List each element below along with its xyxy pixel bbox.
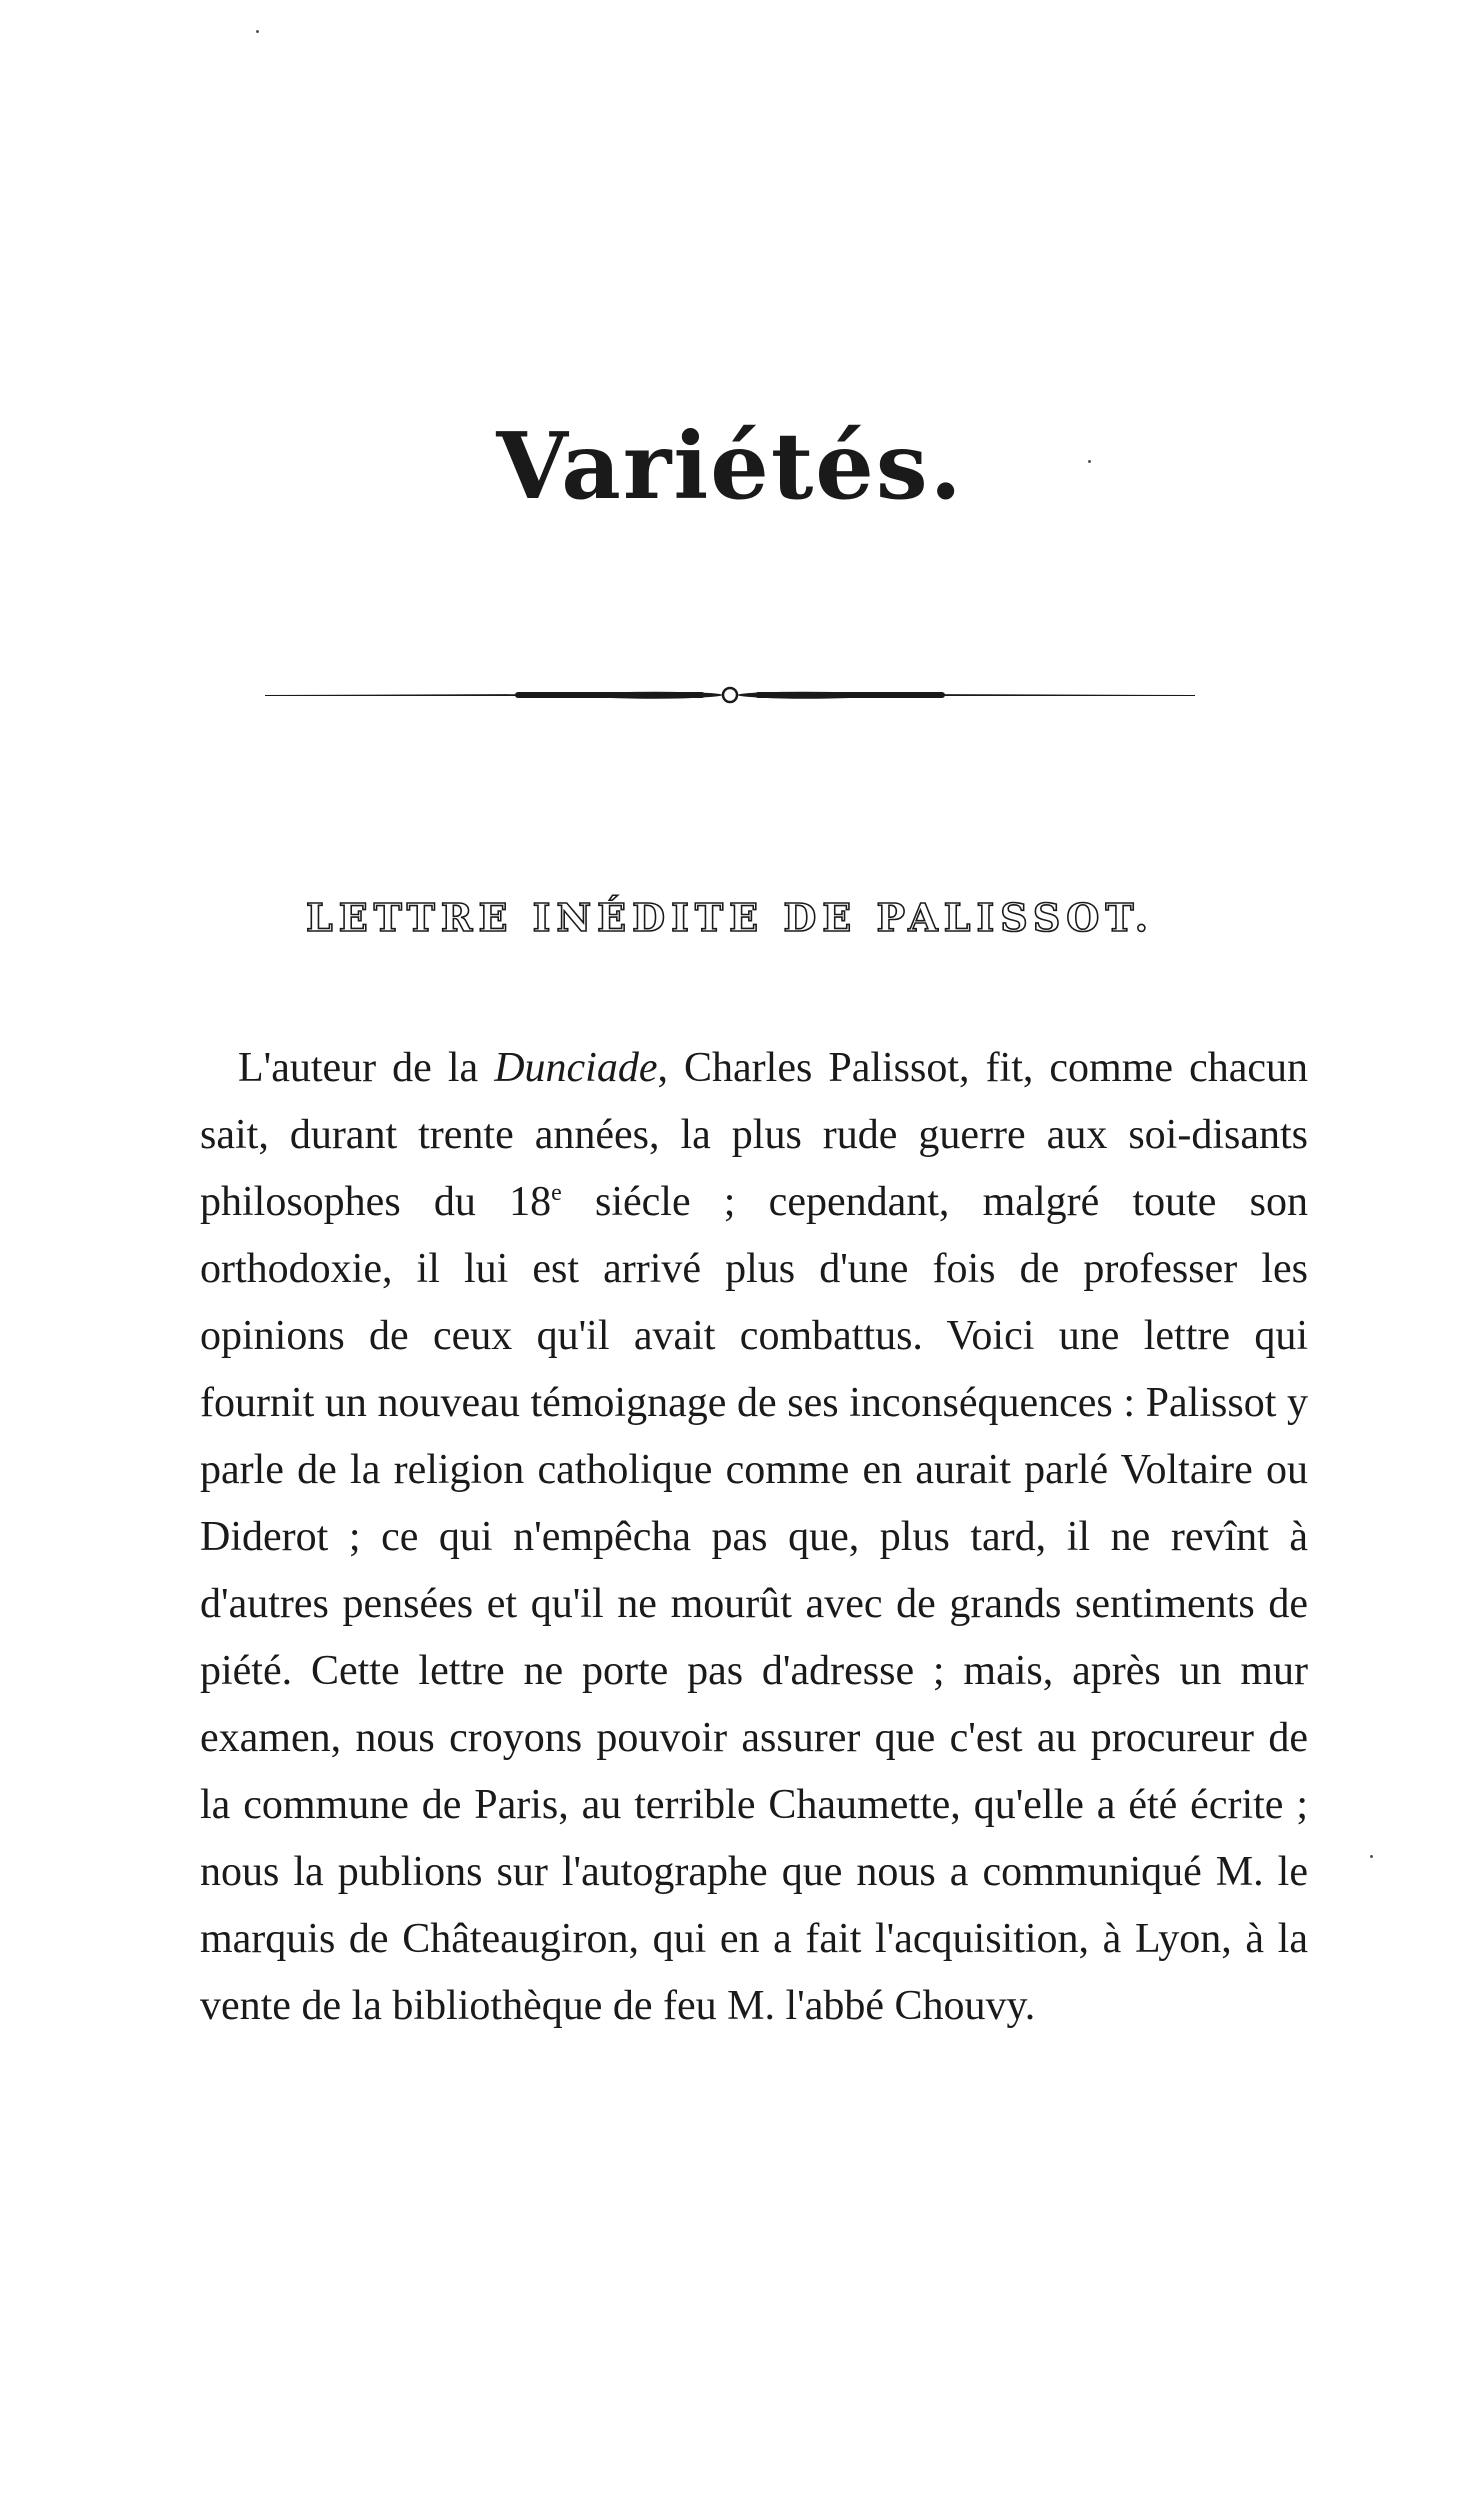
paper-speck xyxy=(256,30,259,33)
paper-speck xyxy=(1088,460,1091,463)
paragraph-part-2: siécle ; cependant, malgré toute son orthodoxie, il lui est arrivé plus d'une fois de professer les opinions de ceux qu'il avait combattus. Voici une lettre qui fournit un nouveau témoignage de ses inconséquences : Palissot y parle de la religion catholique comme en aurait parlé Voltaire ou Diderot ; ce qui n'empêcha pas que, plus tard, il ne revînt à d'autres pensées et qu'il ne mourût avec de grands sentiments de piété. Cette lettre ne porte pas d'adresse ; mais, après un mur examen, nous croyons pouvoir assurer que c'est au procureur de la commune de Paris, au terrible Chaumette, qu'elle a été écrite ; nous la publions sur l'autographe que nous a communiqué M. le marquis de Châteaugiron, qui en a fait l'acquisition, à Lyon, à la vente de la bibliothèque de feu M. l'abbé Chouvy. xyxy=(200,1179,1308,2029)
century-superscript: e xyxy=(551,1180,562,1206)
ornamental-divider xyxy=(265,670,1195,720)
paper-speck xyxy=(1370,1855,1373,1858)
section-title: Variétés. xyxy=(496,412,964,520)
paragraph-lead: L'auteur de la xyxy=(238,1045,495,1091)
body-paragraph xyxy=(200,1035,1308,2040)
paragraph-part-1: , Charles Palissot, fit, comme chacun sait, durant trente années, la plus rude guerre aux soi-disants philosophes du 18 xyxy=(200,1045,1308,1225)
work-title: Dunciade xyxy=(494,1045,658,1091)
letter-heading: LETTRE INÉDITE DE PALISSOT. xyxy=(305,895,1155,940)
